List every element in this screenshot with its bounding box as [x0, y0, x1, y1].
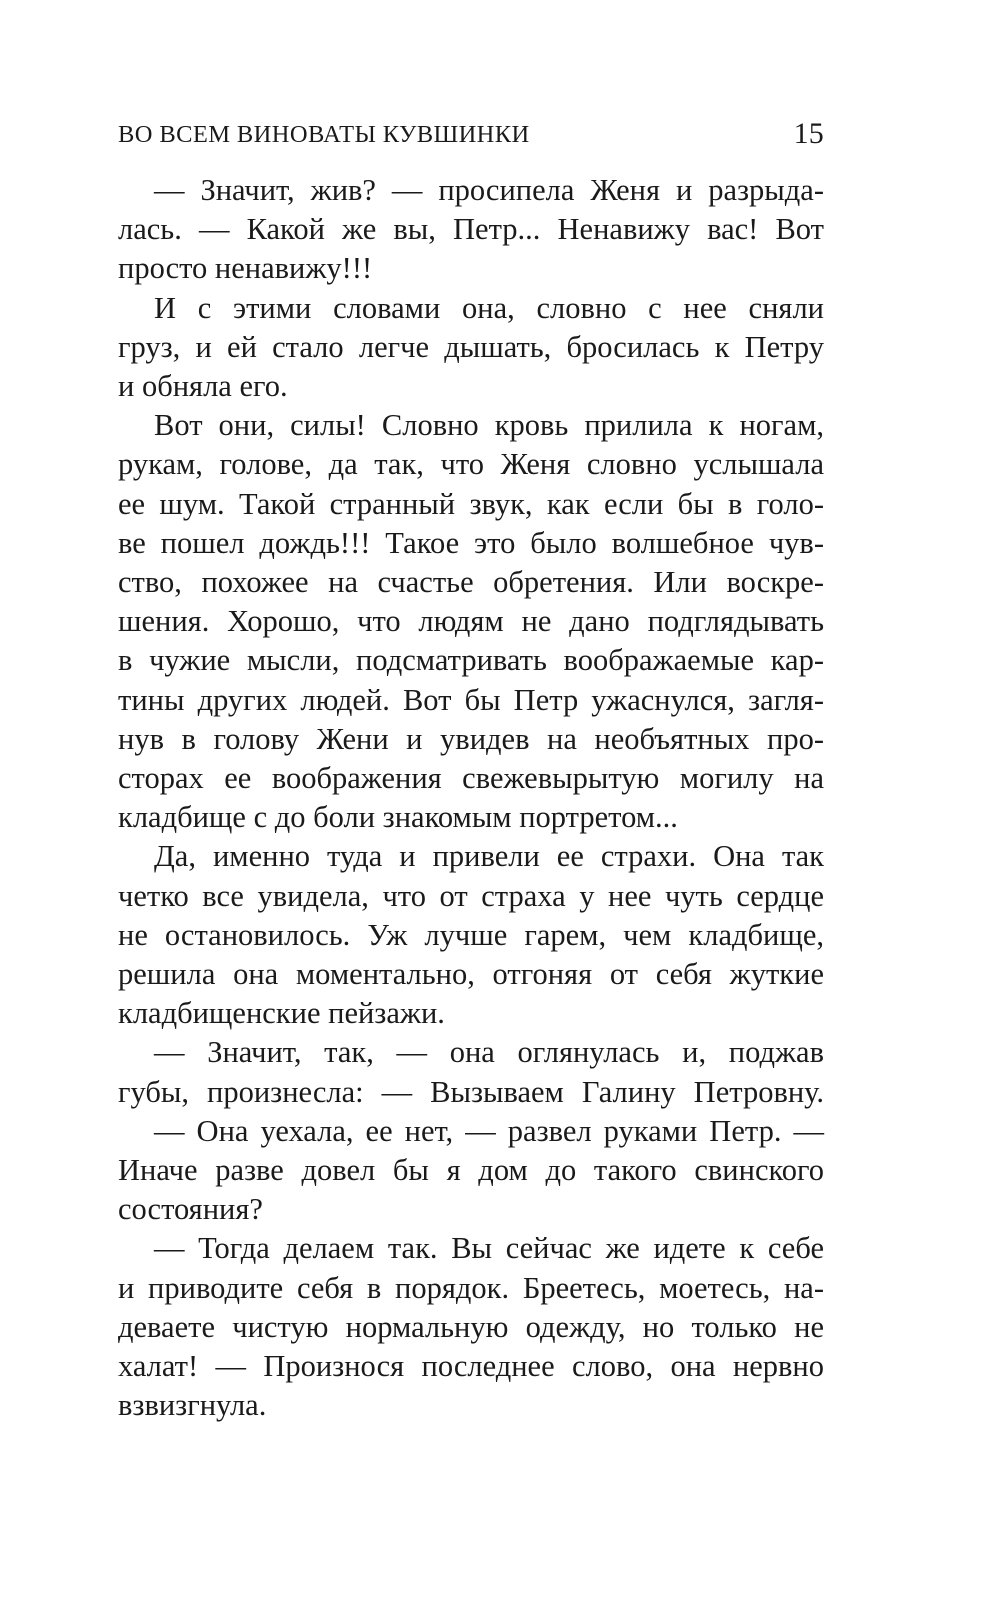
running-header: [118, 113, 824, 171]
paragraph: [118, 289, 824, 407]
text-line: кладбищенские пейзажи.: [118, 996, 445, 1031]
page-number: 15: [793, 117, 824, 150]
text-line: деваете чистую нормальную одежду, но только не: [118, 1309, 824, 1344]
text-line: — Тогда делаем так. Вы сейчас же идете к себе: [154, 1231, 824, 1266]
paragraph: [118, 1112, 824, 1230]
text-line: ее шум. Такой странный звук, как если бы в голо-: [118, 486, 824, 521]
text-line: в чужие мысли, подсматривать воображаемые кар-: [118, 643, 824, 678]
text-line: Вот они, силы! Словно кровь прилила к ногам,: [154, 408, 824, 443]
text-line: не остановилось. Уж лучше гарем, чем кладбище,: [118, 917, 824, 952]
text-line: сторах ее воображения свежевырытую могилу на: [118, 761, 824, 796]
text-line: нув в голову Жени и увидев на необъятных про-: [118, 721, 824, 756]
text-line: четко все увидела, что от страха у нее чуть сердце: [118, 878, 824, 913]
text-line: взвизгнула.: [118, 1388, 267, 1423]
text-line: и обняла его.: [118, 369, 288, 404]
paragraph: [118, 406, 824, 837]
text-line: Да, именно туда и привели ее страхи. Она так: [154, 839, 824, 874]
text-line: кладбище с до боли знакомым портретом...: [118, 800, 678, 835]
running-title: ВО ВСЕМ ВИНОВАТЫ КУВШИНКИ: [118, 121, 530, 148]
text-line: — Значит, так, — она оглянулась и, поджав: [154, 1035, 824, 1070]
text-line: решила она моментально, отгоняя от себя жуткие: [118, 957, 824, 992]
text-line: ство, похожее на счастье обретения. Или воскре-: [118, 565, 824, 600]
paragraph: [118, 1229, 824, 1425]
text-line: ве пошел дождь!!! Такое это было волшебное чув-: [118, 525, 824, 560]
book-page: [118, 113, 824, 1426]
text-line: рукам, голове, да так, что Женя словно услышала: [118, 447, 824, 482]
text-line: — Она уехала, ее нет, — развел руками Петр. —: [154, 1113, 824, 1148]
text-line: Иначе разве довел бы я дом до такого свинского: [118, 1153, 824, 1188]
text-line: И с этими словами она, словно с нее сняли: [154, 290, 824, 325]
text-line: лась. — Какой же вы, Петр... Ненавижу вас! Вот: [118, 212, 824, 247]
text-line: груз, и ей стало легче дышать, бросилась к Петру: [118, 329, 824, 364]
text-line: просто ненавижу!!!: [118, 251, 373, 286]
paragraph: [118, 171, 824, 289]
body-text: [118, 171, 824, 1426]
paragraph: [118, 837, 824, 1033]
text-line: и приводите себя в порядок. Бреетесь, моетесь, на-: [118, 1270, 824, 1305]
paragraph: [118, 1033, 824, 1111]
text-line: тины других людей. Вот бы Петр ужаснулся, загля-: [118, 682, 824, 717]
text-line: губы, произнесла: — Вызываем Галину Петровну.: [118, 1074, 824, 1109]
text-line: — Значит, жив? — просипела Женя и разрыда-: [154, 173, 824, 207]
text-line: состояния?: [118, 1192, 263, 1227]
text-line: халат! — Произнося последнее слово, она нервно: [118, 1349, 824, 1384]
text-line: шения. Хорошо, что людям не дано подглядывать: [118, 604, 824, 639]
